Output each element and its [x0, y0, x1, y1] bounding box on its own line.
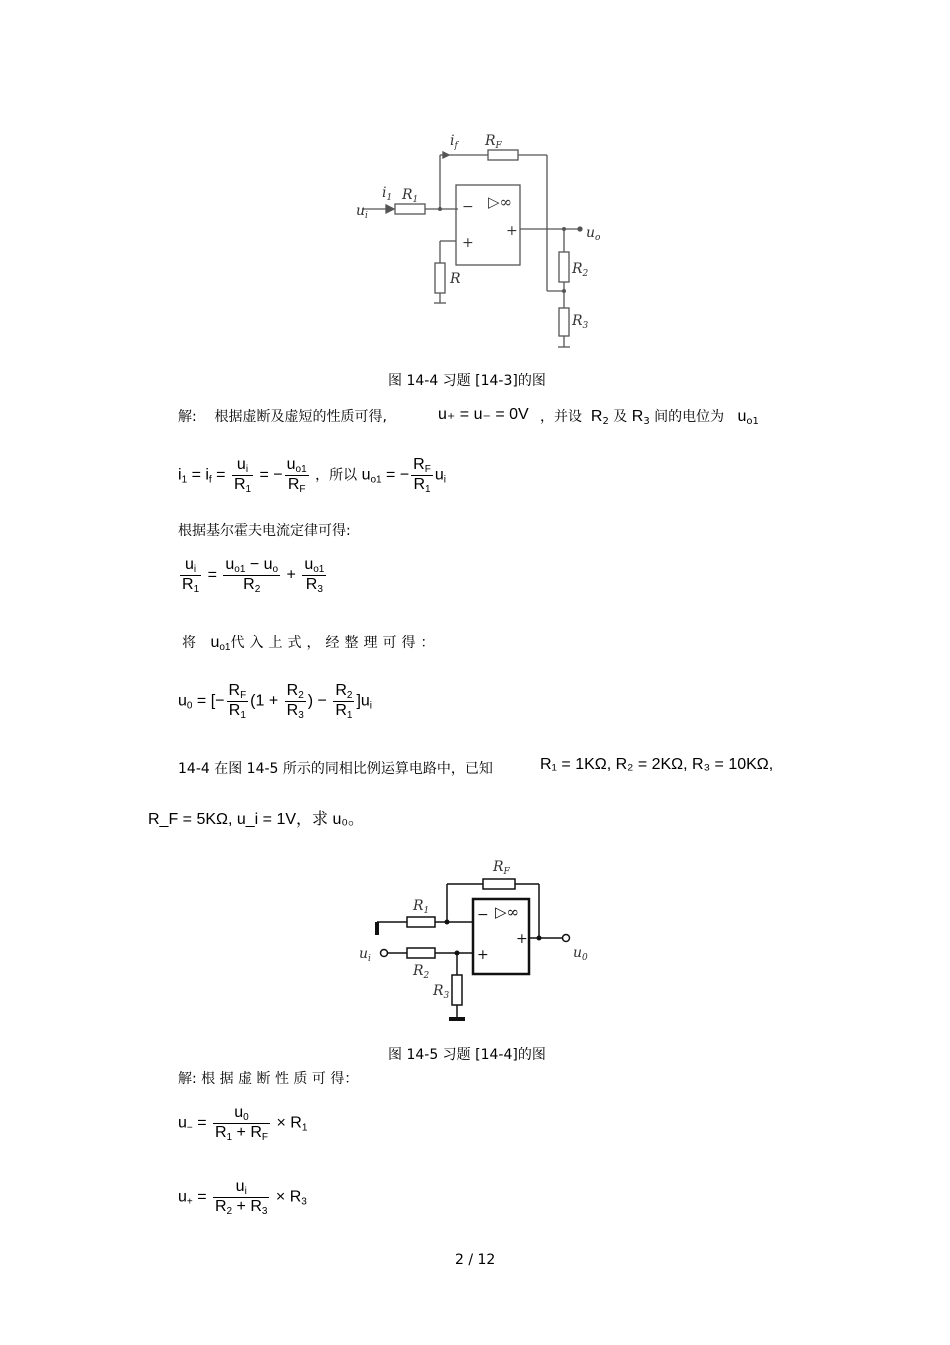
fig2-label-minus: − — [477, 907, 489, 923]
fig2-label-R1: $R_1$ — [413, 898, 430, 916]
fig2-label-opamp-infinity: ▷∞ — [495, 903, 520, 921]
label-R: R — [450, 271, 461, 287]
label-opamp-infinity: ▷∞ — [488, 193, 513, 211]
fig2-label-RF: $R_F$ — [493, 859, 510, 877]
sol1-eq-kcl: $\frac{u_i}{R_1}$ = $\frac{u_{o1} - u_o}{R_2}$ + $\frac{u_{o1}}{R_3}$ — [182, 556, 325, 595]
figure-14-4-circuit — [340, 125, 620, 355]
page-number: 2 / 12 — [455, 1252, 496, 1268]
problem-14-4-text: 14-4 在图 14-5 所示的同相比例运算电路中，已知 — [178, 761, 493, 777]
sol2-eq-u-minus: $u_-$ = $\frac{u_0}{R_1 + R_F}$ × $R_1$ — [178, 1104, 308, 1143]
label-if: $i_f$ — [450, 133, 458, 151]
label-R2: $R_2$ — [572, 261, 589, 279]
label-ui: $u_i$ — [356, 203, 368, 221]
problem-14-4-given2: R_F = 5KΩ, u_i = 1V，求 u₀。 — [148, 811, 365, 828]
label-R1: $R_1$ — [402, 187, 419, 205]
sol2-eq-u-plus: $u_+$ = $\frac{u_i}{R_2 + R_3}$ × $R_3$ — [178, 1178, 307, 1217]
label-RF: $R_F$ — [485, 133, 502, 151]
sol1-eq-virtual-short: u₊ = u₋ = 0V — [438, 406, 529, 423]
figure-14-5-circuit — [355, 855, 605, 1030]
figure-14-5-caption: 图 14-5 习题 [14-4]的图 — [388, 1047, 546, 1063]
label-i1: $i_1$ — [382, 185, 393, 203]
label-uo: $u_o$ — [586, 225, 601, 243]
fig2-label-ui: $u_i$ — [359, 946, 371, 964]
sol1-kirchhoff: 根据基尔霍夫电流定律可得: — [178, 523, 351, 539]
label-minus: − — [462, 199, 474, 215]
fig2-label-plus-in: + — [477, 947, 489, 963]
sol1-substitute: 将 $u_{o1}$代入上式，经整理可得： — [182, 634, 440, 653]
label-R3: $R_3$ — [572, 313, 589, 331]
sol1-eq-result: $u_0$ = [− $\frac{R_F}{R_1}$ (1 + $\frac{R_2}{R_3}$ ) − $\frac{R_2}{R_1}$ ]$u_i$ — [178, 682, 373, 721]
label-plus-in: + — [462, 235, 474, 251]
figure-14-4-caption: 图 14-4 习题 [14-3]的图 — [388, 373, 546, 389]
fig2-label-uo: $u_0$ — [573, 945, 588, 963]
fig2-label-R3: $R_3$ — [433, 983, 450, 1001]
sol1-line1: 解: 根据虚断及虚短的性质可得, — [178, 409, 387, 425]
fig2-label-R2: $R_2$ — [413, 963, 430, 981]
sol1-eq-currents: $i_1 = i_f$ = $\frac{u_i}{R_1}$ = − $\frac{u_{o1}}{R_F}$ ，所以 $u_{o1}$ = − $\frac{R_F}{R_1}$ $u_i$ — [178, 456, 446, 495]
sol2-label: 解: 根 据 虚 断 性 质 可 得： — [178, 1071, 359, 1087]
label-plus-out: + — [506, 223, 518, 239]
sol1-assume: ，并设 $R_2$ 及 $R_3$ 间的电位为 $u_{o1}$ — [540, 408, 759, 427]
problem-14-4-given1: R₁ = 1KΩ, R₂ = 2KΩ, R₃ = 10KΩ, — [540, 756, 774, 773]
fig2-label-plus-out: + — [516, 931, 528, 947]
